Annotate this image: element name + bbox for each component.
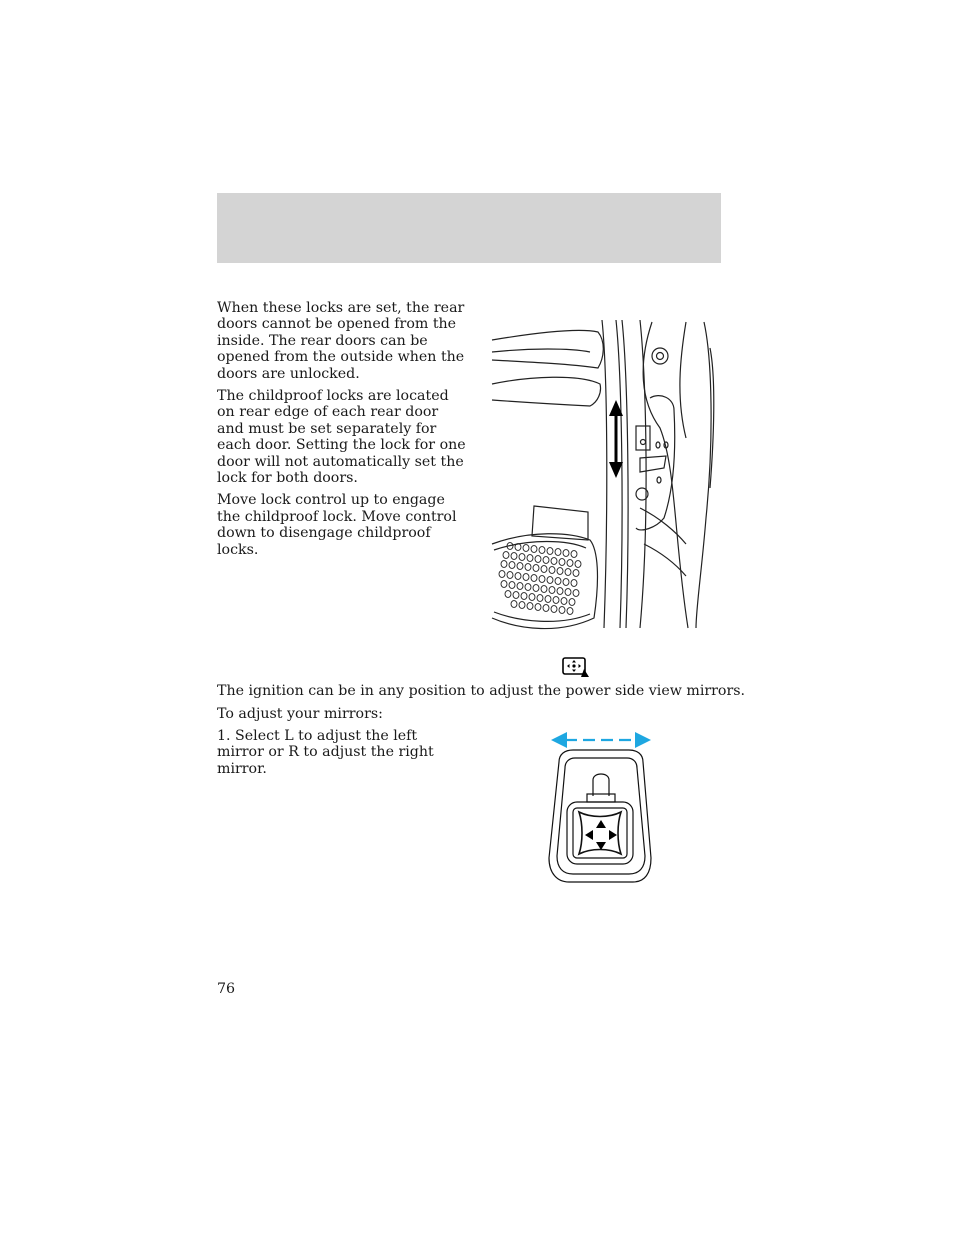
page-number: 76 xyxy=(217,981,236,997)
section-header-band xyxy=(217,193,721,263)
childlock-text xyxy=(217,300,467,564)
mirror-control-illustration xyxy=(545,728,657,888)
adjust-intro-text: To adjust your mirrors: xyxy=(217,706,383,722)
left-right-arrow-icon xyxy=(551,732,651,748)
up-down-arrow-icon xyxy=(609,400,623,478)
childlock-paragraph-1: When these locks are set, the rear doors cannot be opened from the inside. The rear doors can be opened from the outside when the doors are unlocked. xyxy=(217,300,465,382)
power-mirror-icon xyxy=(562,657,590,679)
childlock-paragraph-3: Move lock control up to engage the childproof lock. Move control down to disengage childproof locks. xyxy=(217,492,457,558)
childlock-paragraph-2: The childproof locks are located on rear edge of each rear door and must be set separately for each door. Setting the lock for one door will not automatically set the lock for both doors. xyxy=(217,388,466,487)
mirror-step-1: 1. Select L to adjust the left mirror or R to adjust the right mirror. xyxy=(217,728,434,777)
ignition-text: The ignition can be in any position to adjust the power side view mirrors. xyxy=(217,683,746,699)
childlock-door-illustration xyxy=(490,318,720,633)
